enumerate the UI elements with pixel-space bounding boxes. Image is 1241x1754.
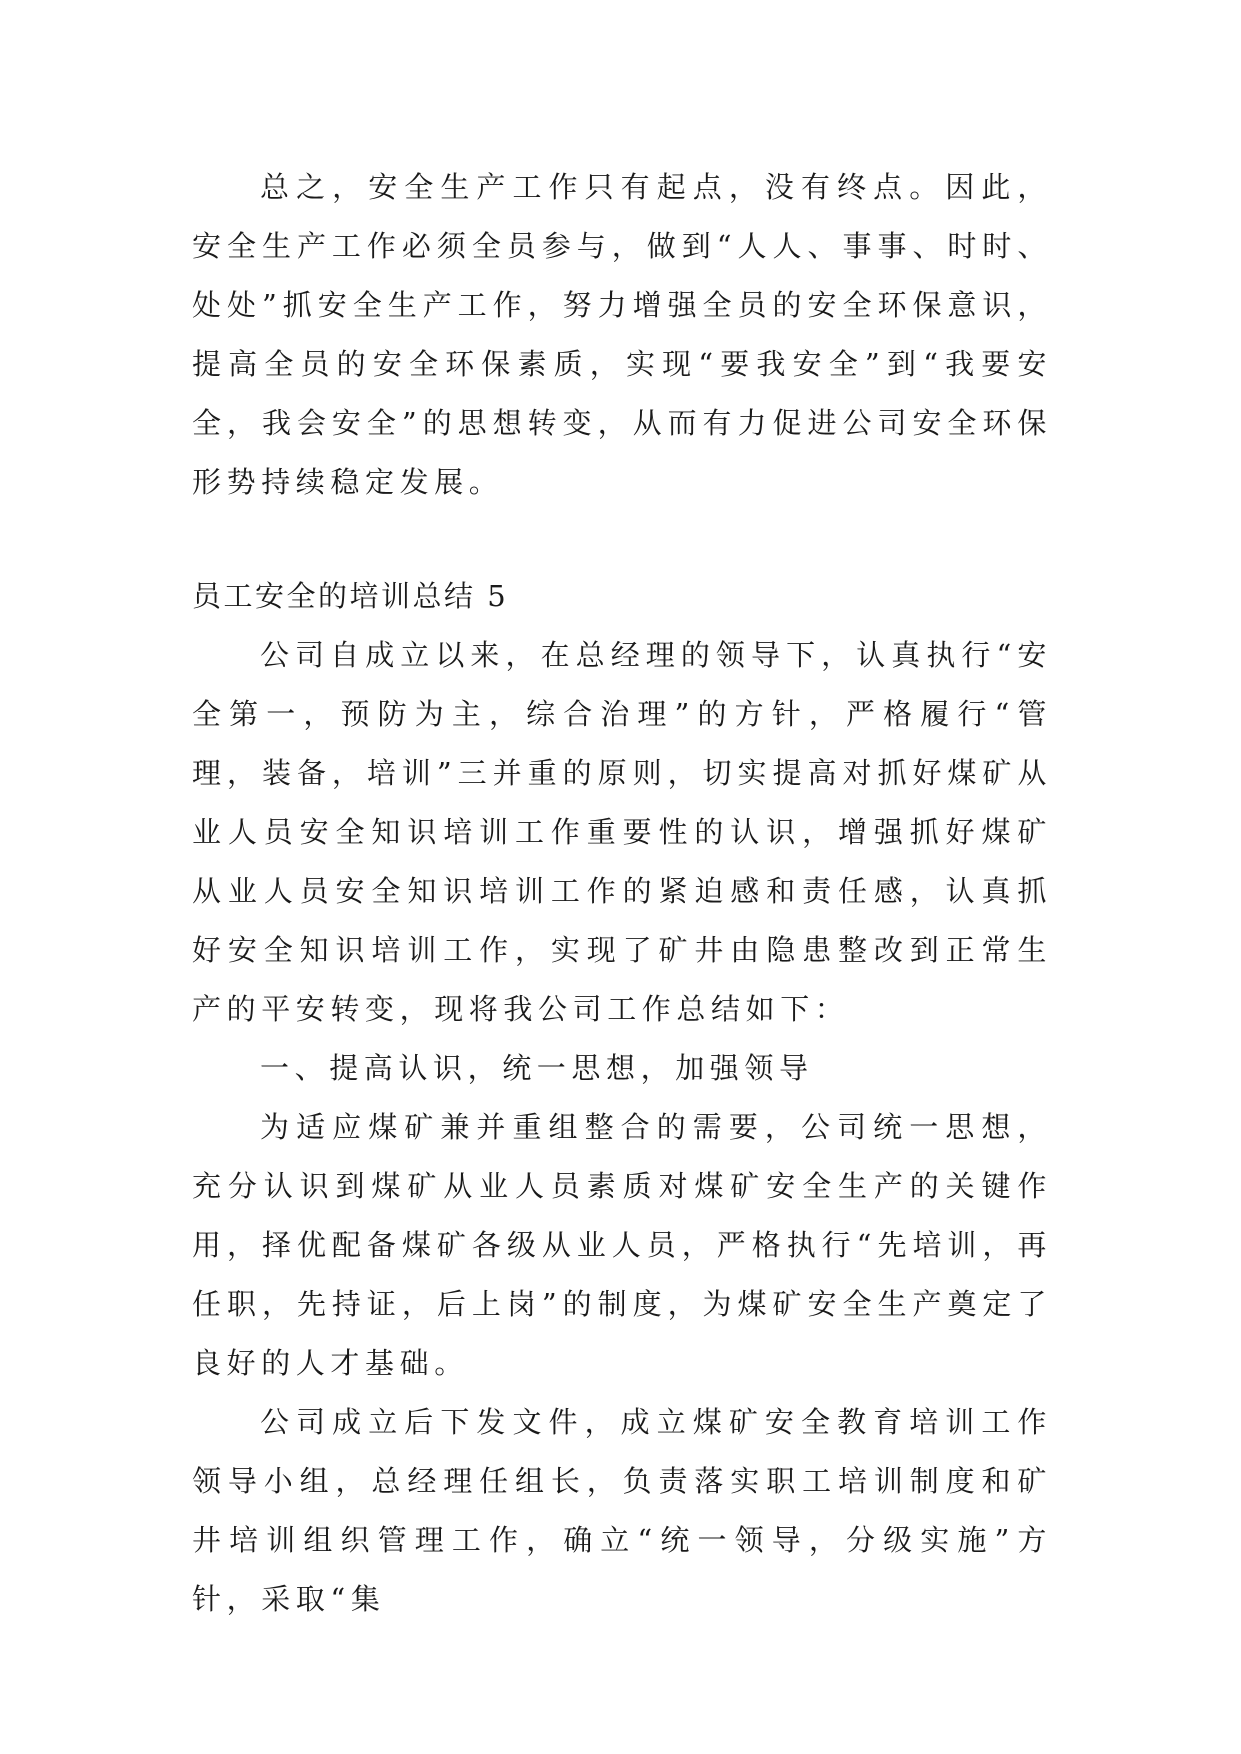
body-paragraph: 公司成立后下发文件，成立煤矿安全教育培训工作领导小组，总经理任组长，负责落实职工培训制度和矿井培训组织管理工作，确立“统一领导，分级实施”方针，采取“集	[192, 1405, 1052, 1616]
section-heading: 员工安全的培训总结 5	[192, 579, 509, 613]
body-paragraph: 公司自成立以来，在总经理的领导下，认真执行“安全第一，预防为主，综合治理”的方针，严格履行“管理，装备，培训”三并重的原则，切实提高对抓好煤矿从业人员安全知识培训工作重要性的认识，增强抓好煤矿从业人员安全知识培训工作的紧迫感和责任感，认真抓好安全知识培训工作，实现了矿井由隐患整改到正常生产的平安转变，现将我公司工作总结如下：	[192, 638, 1052, 1026]
subheading-paragraph: 一、提高认识，统一思想，加强领导	[260, 1051, 814, 1085]
body-paragraph: 总之，安全生产工作只有起点，没有终点。因此，安全生产工作必须全员参与，做到“人人、事事、时时、处处”抓安全生产工作，努力增强全员的安全环保意识，提高全员的安全环保素质，实现“要我安全”到“我要安全，我会安全”的思想转变，从而有力促进公司安全环保形势持续稳定发展。	[192, 170, 1052, 499]
body-paragraph: 为适应煤矿兼并重组整合的需要，公司统一思想，充分认识到煤矿从业人员素质对煤矿安全生产的关键作用，择优配备煤矿各级从业人员，严格执行“先培训，再任职，先持证，后上岗”的制度，为煤矿安全生产奠定了良好的人才基础。	[192, 1110, 1052, 1380]
section-training-summary-5	[192, 567, 1052, 1629]
section-closing-summary	[192, 158, 1052, 512]
